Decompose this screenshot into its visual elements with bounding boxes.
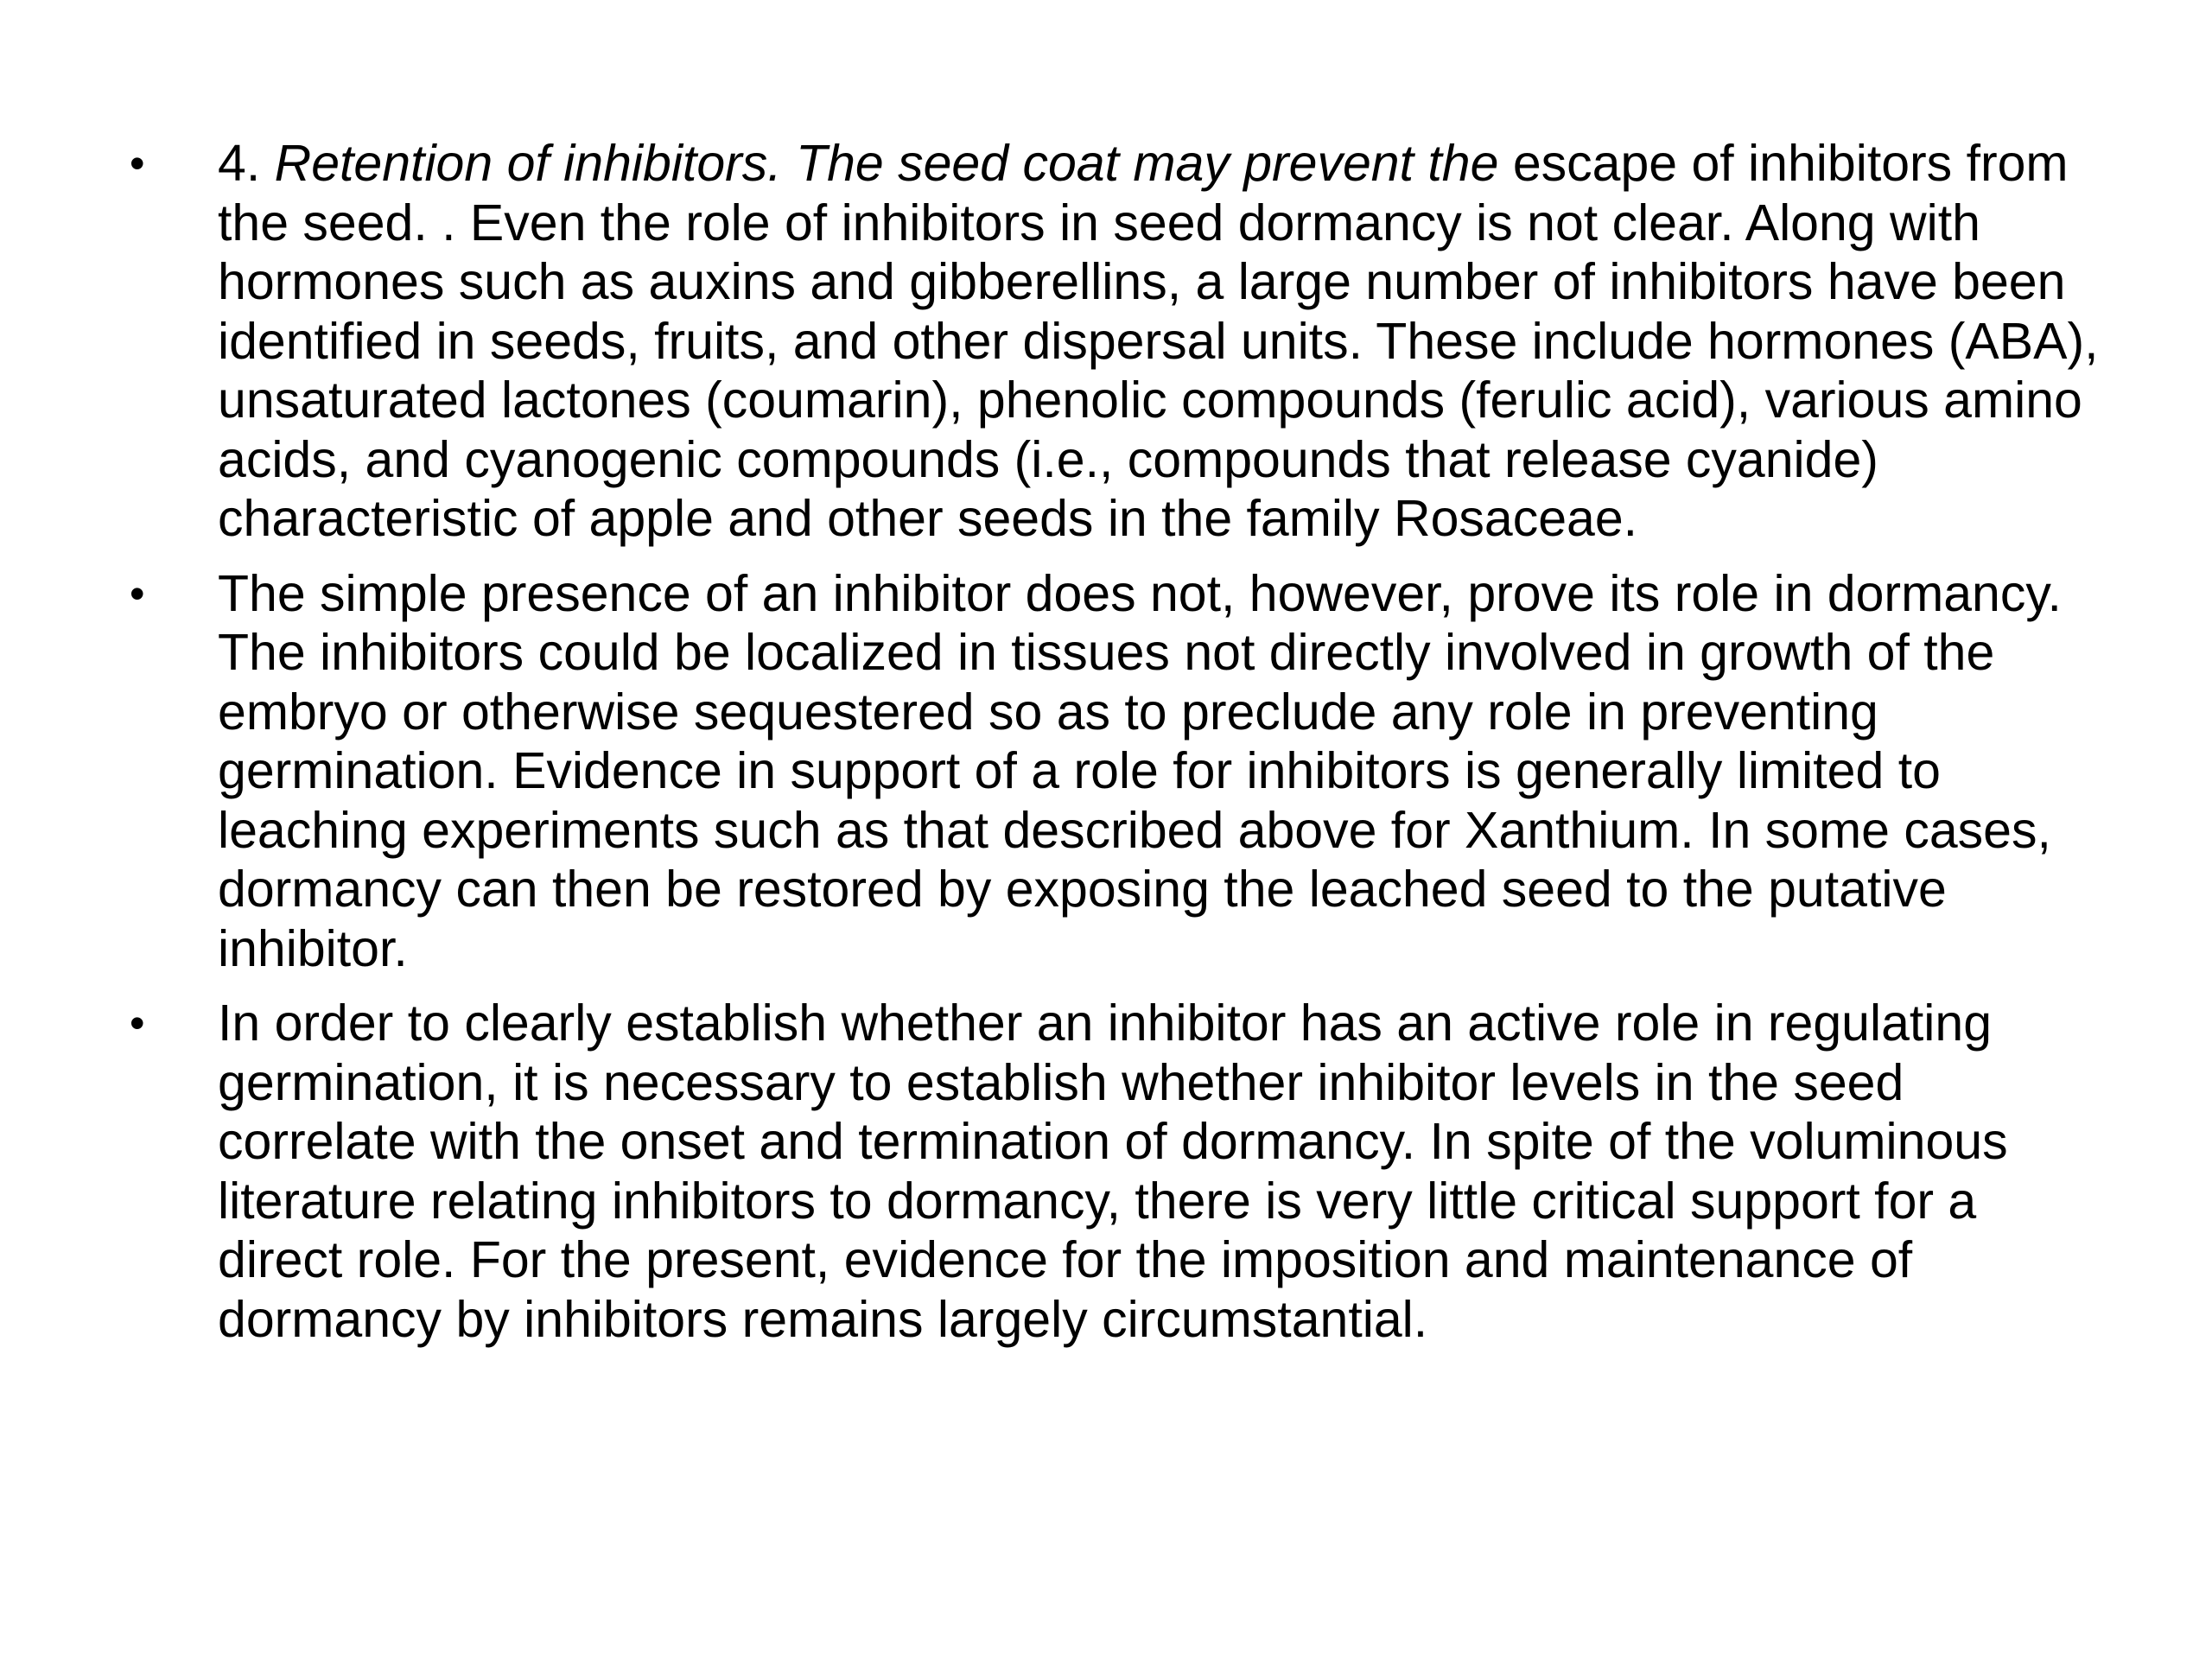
bullet-list	[130, 134, 2108, 1364]
bullet-number: 4.	[218, 135, 275, 192]
bullet-dot-icon: •	[130, 569, 145, 618]
bullet-dot-icon: •	[130, 999, 145, 1047]
bullet-item-establish-inhibitor-role	[130, 994, 2108, 1349]
bullet-italic-heading: Retention of inhibitors. The seed coat may prevent the	[274, 135, 1499, 192]
bullet-dot-icon: •	[130, 139, 145, 188]
bullet-text: escape of inhibitors from the seed. . Even the role of inhibitors in seed dormancy is not clear. Along with hormones such as auxins and gibberellins, a large number of inhibitors have been identified in seeds, fruits, and other dispersal units. These include hormones (ABA), unsaturated lactones (coumarin), phenolic compounds (ferulic acid), various amino acids, and cyanogenic compounds (i.e., compounds that release cyanide) characteristic of apple and other seeds in the family Rosaceae.	[218, 135, 2099, 547]
bullet-item-retention-of-inhibitors	[130, 134, 2108, 549]
bullet-item-inhibitor-presence	[130, 564, 2108, 979]
bullet-text: The simple presence of an inhibitor does not, however, prove its role in dormancy. The inhibitors could be localized in tissues not directly involved in growth of the embryo or otherwise sequestered so as to preclude any role in preventing germination. Evidence in support of a role for inhibitors is generally limited to leaching experiments such as that described above for Xanthium. In some cases, dormancy can then be restored by exposing the leached seed to the putative inhibitor.	[218, 564, 2062, 977]
bullet-text: In order to clearly establish whether an inhibitor has an active role in regulating germination, it is necessary to establish whether inhibitor levels in the seed correlate with the onset and termination of dormancy. In spite of the voluminous literature relating inhibitors to dormancy, there is very little critical support for a direct role. For the present, evidence for the imposition and maintenance of dormancy by inhibitors remains largely circumstantial.	[218, 995, 2008, 1348]
